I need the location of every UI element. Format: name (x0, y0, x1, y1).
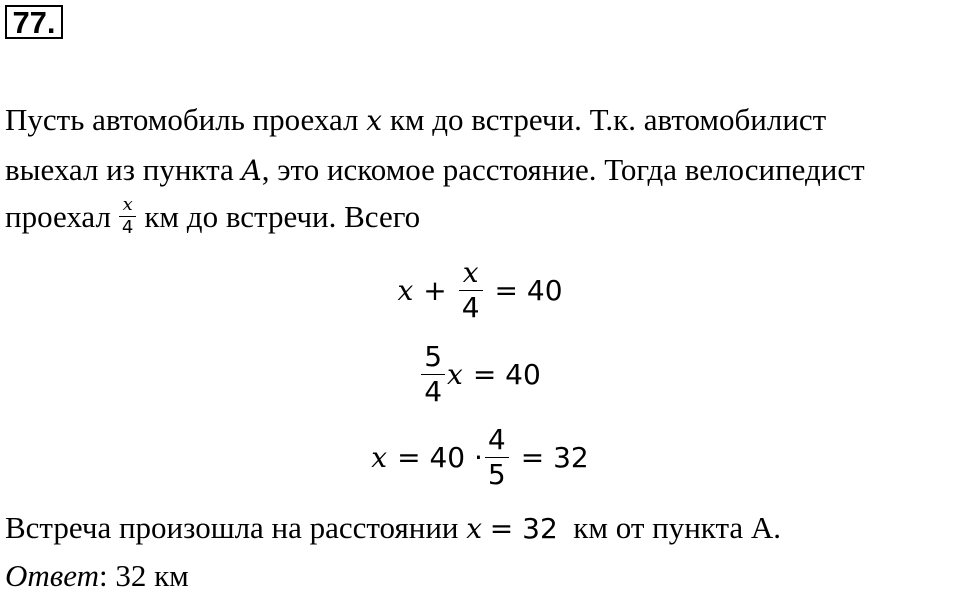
eq1-x: x (397, 273, 414, 307)
eq2-rhs: = 40 (472, 357, 541, 391)
equation-2 (0, 340, 960, 407)
answer-line (5, 560, 189, 591)
variable-x: x (466, 512, 483, 545)
fraction-denominator: 4 (424, 375, 443, 408)
text-segment: км до встречи. Т.к. автомобилист (389, 102, 827, 137)
fraction-denominator: 4 (121, 217, 134, 238)
equation-3 (0, 425, 960, 490)
fraction-numerator: x (462, 256, 479, 289)
fraction-numerator: 4 (487, 423, 506, 456)
paragraph-line-3 (5, 196, 420, 237)
text-segment: выехал из пункта (5, 152, 234, 187)
text-segment: Пусть автомобиль проехал (5, 102, 359, 137)
text-segment: км до встречи. Всего (144, 199, 421, 234)
equation-1 (0, 258, 960, 323)
text-segment: проехал (5, 199, 111, 234)
eq1-rhs: = 40 (494, 273, 563, 307)
eq3-fraction (485, 425, 509, 490)
answer-value: : 32 км (98, 558, 189, 593)
inline-fraction (119, 196, 136, 237)
eq1-fraction (459, 258, 483, 323)
fraction-numerator: x (122, 194, 133, 215)
eq1-plus: + (423, 273, 447, 307)
paragraph-line-1 (5, 104, 826, 135)
eq3-rhs: = 32 (520, 440, 589, 474)
paragraph-line-2 (5, 154, 865, 185)
eq2-x: x (447, 357, 463, 391)
meeting-statement (5, 512, 781, 543)
text-segment: Встреча произошла на расстоянии (5, 510, 459, 545)
problem-number: 77. (5, 5, 63, 39)
eq2-fraction (421, 342, 445, 407)
answer-label: Ответ (5, 558, 99, 593)
eq3-x: x (371, 440, 388, 474)
text-segment: км от пункта А. (573, 510, 782, 545)
meeting-value: = 32 (489, 512, 558, 545)
text-segment: , это искомое расстояние. Тогда велосипедист (261, 152, 865, 187)
variable-x: x (366, 104, 383, 137)
variable-a: A (241, 154, 262, 187)
eq3-mid: = 40 · (397, 440, 483, 474)
fraction-denominator: 5 (487, 458, 506, 491)
fraction-numerator: 5 (424, 340, 443, 373)
fraction-denominator: 4 (461, 291, 480, 324)
